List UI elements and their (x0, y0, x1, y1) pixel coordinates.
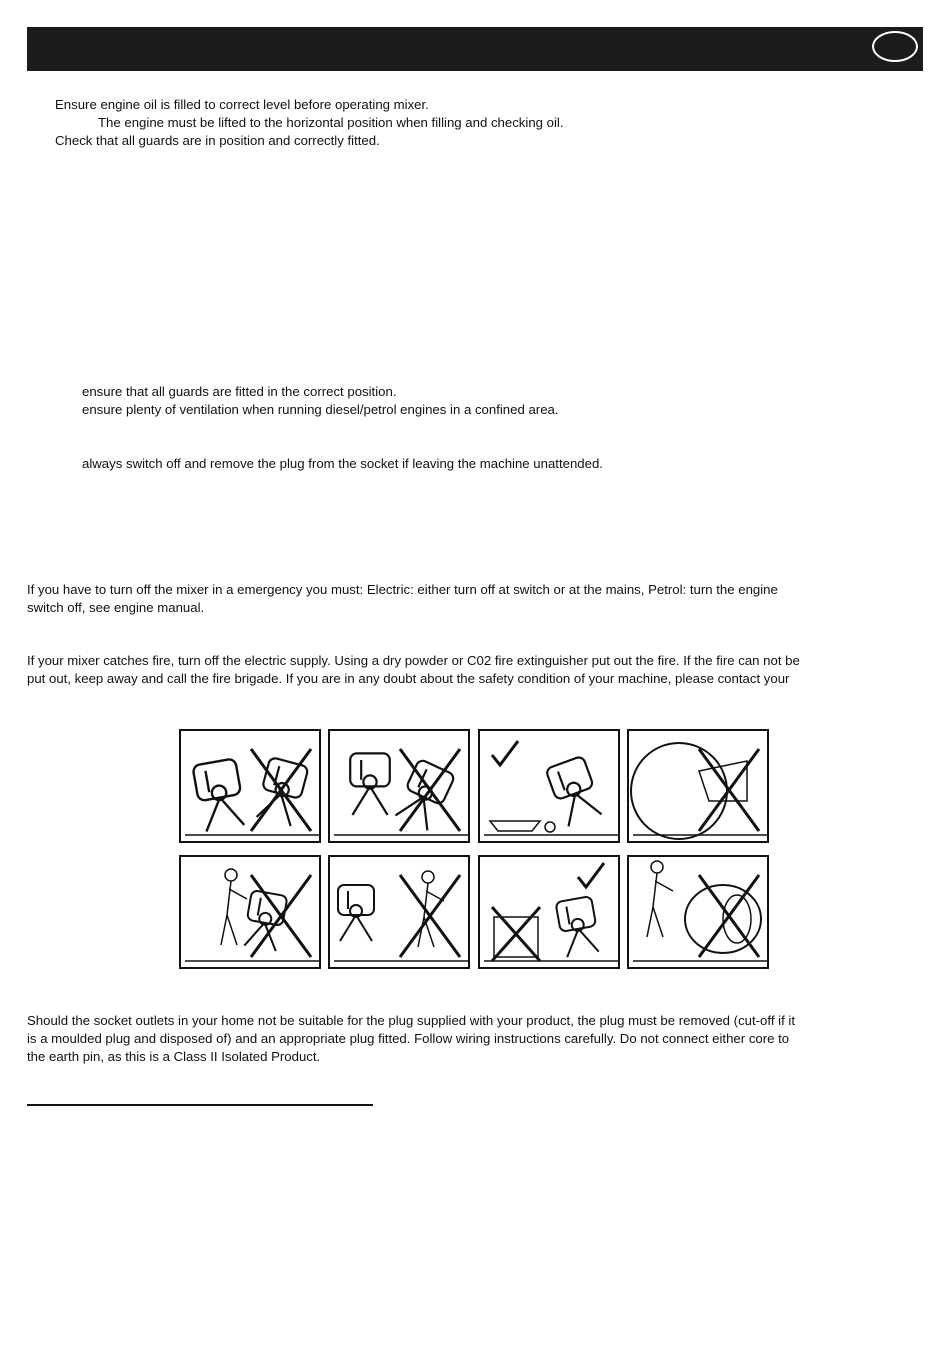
correct-mixer-position-icon (478, 855, 620, 969)
hand-in-drum-crossed-icon (627, 729, 769, 843)
emergency-line-2: switch off, see engine manual. (27, 600, 205, 615)
section-rule (27, 1104, 373, 1106)
guard-instruction-2: ensure plenty of ventilation when running diesel/petrol engines in a confined area. (82, 402, 559, 417)
language-badge (872, 31, 918, 62)
person-tripping-over-mixer-crossed-icon (328, 855, 470, 969)
fire-line-1: If your mixer catches fire, turn off the electric supply. Using a dry powder or C02 fire extinguisher put out the fire. If the fire can not be (27, 653, 800, 668)
fire-paragraph (27, 652, 917, 688)
oil-instruction-3: Check that all guards are in position and correctly fitted. (55, 133, 380, 148)
mixer-on-uneven-ground-crossed-icon (328, 729, 470, 843)
emergency-line-1: If you have to turn off the mixer in a emergency you must: Electric: either turn off at switch or at the mains, Petrol: turn the engine (27, 582, 778, 597)
fire-line-2: put out, keep away and call the fire brigade. If you are in any doubt about the safety condition of your machine, please contact your (27, 671, 790, 686)
oil-instruction-1: Ensure engine oil is filled to correct level before operating mixer. (55, 97, 429, 112)
emergency-paragraph (27, 581, 917, 617)
person-pushing-mixer-crossed-icon (179, 855, 321, 969)
plug-line-1: Should the socket outlets in your home not be suitable for the plug supplied with your product, the plug must be removed (cut-off if it (27, 1013, 795, 1028)
mixer-discharging-into-wheelbarrow-icon (478, 729, 620, 843)
guard-instruction-1: ensure that all guards are fitted in the correct position. (82, 384, 397, 399)
mixer-tipping-over-crossed-icon (179, 729, 321, 843)
oil-instruction-2: The engine must be lifted to the horizontal position when filling and checking oil. (98, 115, 564, 130)
plug-line-3: the earth pin, as this is a Class II Isolated Product. (27, 1049, 321, 1064)
header-bar (27, 27, 923, 71)
person-lifting-drum-crossed-icon (627, 855, 769, 969)
plug-paragraph (27, 1012, 917, 1066)
plug-line-2: is a moulded plug and disposed of) and an appropriate plug fitted. Follow wiring instructions carefully. Do not connect either core to (27, 1031, 790, 1046)
unattended-instruction: always switch off and remove the plug from the socket if leaving the machine unattended. (82, 456, 603, 471)
